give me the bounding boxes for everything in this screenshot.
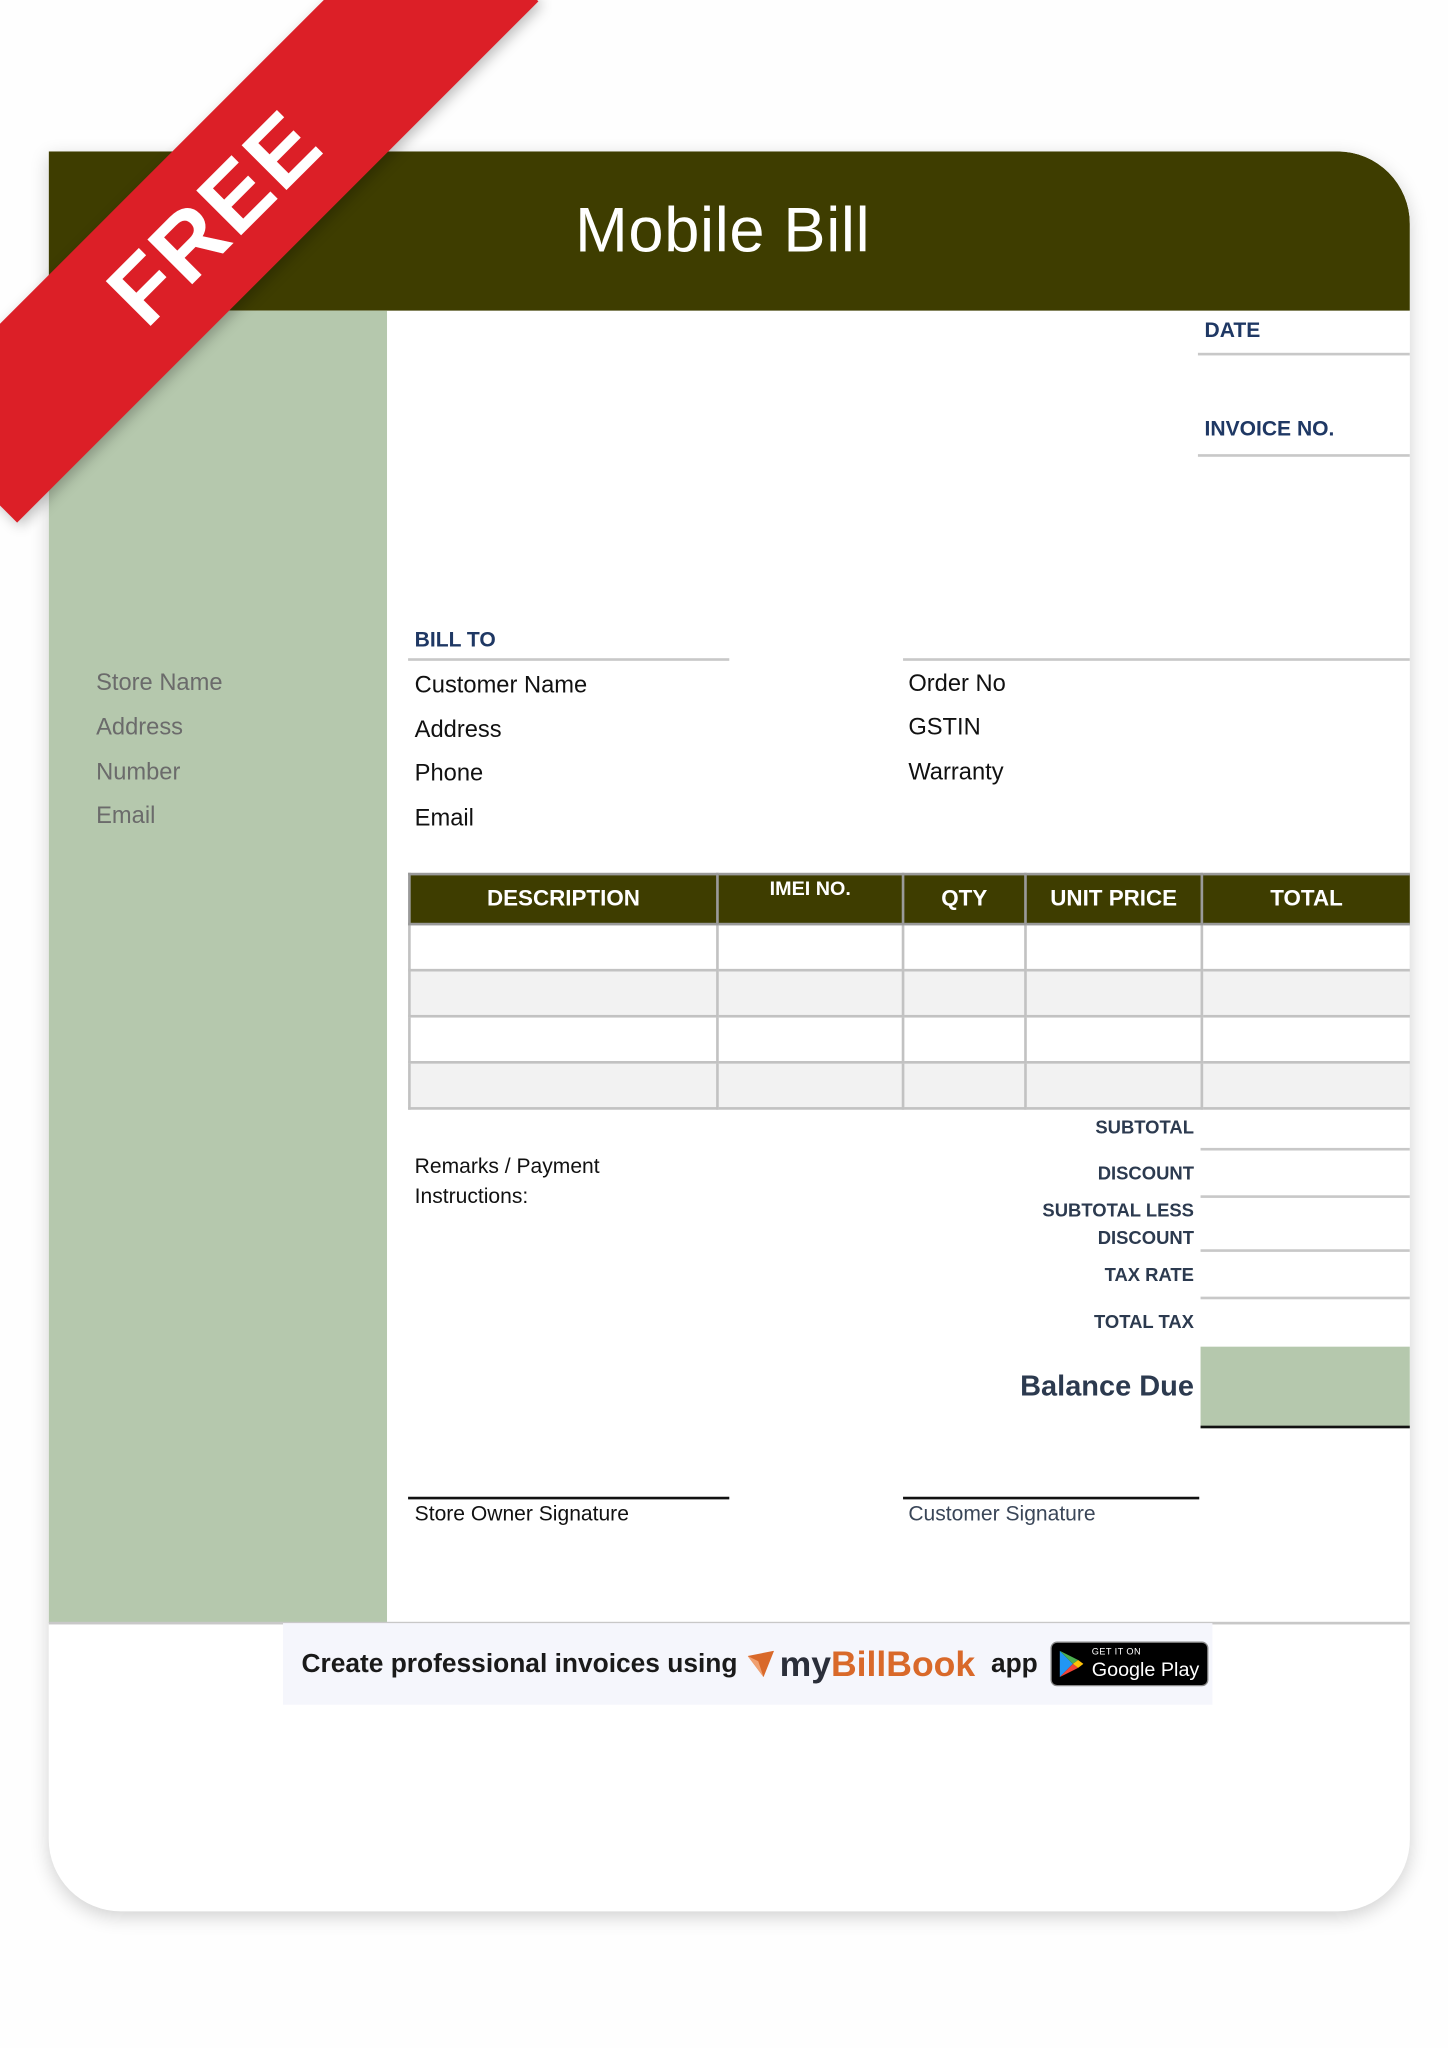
- free-ribbon: [0, 0, 553, 553]
- google-play-small-text: GET IT ON: [1091, 1648, 1142, 1658]
- date-field-line[interactable]: [1198, 353, 1410, 356]
- invoice-no-field-line[interactable]: [1198, 454, 1410, 457]
- cell-description[interactable]: [409, 1062, 717, 1108]
- store-name[interactable]: Store Name: [96, 668, 223, 696]
- customer-email[interactable]: Email: [414, 804, 474, 831]
- total-tax-label: TOTAL TAX: [1093, 1311, 1194, 1333]
- discount-label: DISCOUNT: [1097, 1162, 1194, 1184]
- customer-address[interactable]: Address: [414, 716, 502, 743]
- cell-imei[interactable]: [717, 924, 903, 970]
- cell-total[interactable]: [1202, 970, 1410, 1016]
- google-play-icon: [1060, 1651, 1084, 1677]
- ribbon-label: FREE: [87, 90, 342, 345]
- cell-total[interactable]: [1202, 1062, 1410, 1108]
- banner-text: Create professional invoices using: [301, 1648, 738, 1678]
- tax-rate-label: TAX RATE: [1104, 1263, 1194, 1285]
- cell-total[interactable]: [1202, 1016, 1410, 1062]
- table-row: [409, 1016, 1409, 1062]
- table-row: [409, 1062, 1409, 1108]
- column-header-imei: IMEI NO.: [717, 874, 903, 924]
- subtotal-field-line[interactable]: [1201, 1148, 1410, 1151]
- column-header-unit-price: UNIT PRICE: [1025, 874, 1201, 924]
- cell-imei[interactable]: [717, 1016, 903, 1062]
- items-table-header: [409, 874, 1409, 924]
- order-info-rule: [903, 658, 1410, 661]
- column-header-total: TOTAL: [1202, 874, 1410, 924]
- cell-qty[interactable]: [903, 1016, 1025, 1062]
- store-owner-signature-label: Store Owner Signature: [414, 1503, 629, 1526]
- customer-signature-line[interactable]: [903, 1497, 1199, 1500]
- store-owner-signature-line[interactable]: [408, 1497, 729, 1500]
- subtotal-label: SUBTOTAL: [1095, 1116, 1194, 1138]
- remarks-label: Remarks / Payment Instructions:: [414, 1155, 600, 1209]
- subtotal-less-discount-label-2: DISCOUNT: [1097, 1226, 1194, 1248]
- cell-unit-price[interactable]: [1025, 1016, 1201, 1062]
- column-header-description: DESCRIPTION: [409, 874, 717, 924]
- customer-signature-label: Customer Signature: [908, 1503, 1096, 1526]
- cell-qty[interactable]: [903, 970, 1025, 1016]
- store-email[interactable]: Email: [96, 801, 156, 829]
- balance-due-label: Balance Due: [1020, 1369, 1194, 1402]
- mybillbook-logo-icon: [748, 1651, 774, 1677]
- store-address[interactable]: Address: [96, 713, 184, 740]
- cell-qty[interactable]: [903, 924, 1025, 970]
- cell-total[interactable]: [1202, 924, 1410, 970]
- cell-imei[interactable]: [717, 1062, 903, 1108]
- ribbon-band: [0, 0, 538, 523]
- date-label: DATE: [1204, 319, 1261, 343]
- cell-description[interactable]: [409, 1016, 717, 1062]
- customer-name[interactable]: Customer Name: [414, 671, 588, 698]
- promo-banner[interactable]: [283, 1623, 1212, 1705]
- brand-my: my: [779, 1643, 831, 1684]
- items-table: [408, 873, 1410, 1110]
- balance-due-field[interactable]: [1201, 1347, 1410, 1429]
- table-row: [409, 970, 1409, 1016]
- cell-description[interactable]: [409, 924, 717, 970]
- warranty[interactable]: Warranty: [908, 758, 1004, 785]
- bill-to-heading: BILL TO: [414, 629, 496, 652]
- cell-unit-price[interactable]: [1025, 924, 1201, 970]
- column-header-qty: QTY: [903, 874, 1025, 924]
- discount-field-line[interactable]: [1201, 1195, 1410, 1198]
- cell-unit-price[interactable]: [1025, 970, 1201, 1016]
- gstin[interactable]: GSTIN: [908, 713, 981, 740]
- brand-billbook: BillBook: [830, 1643, 976, 1684]
- order-no[interactable]: Order No: [908, 670, 1006, 697]
- store-number[interactable]: Number: [96, 758, 181, 785]
- cell-description[interactable]: [409, 970, 717, 1016]
- invoice-no-label: INVOICE NO.: [1204, 418, 1335, 441]
- page-title: Mobile Bill: [575, 196, 871, 266]
- google-play-badge[interactable]: [1051, 1642, 1209, 1687]
- banner-app: app: [990, 1648, 1038, 1678]
- customer-phone[interactable]: Phone: [414, 759, 484, 786]
- tax-rate-field-line[interactable]: [1201, 1297, 1410, 1300]
- cell-qty[interactable]: [903, 1062, 1025, 1108]
- table-row: [409, 924, 1409, 970]
- subtotal-less-discount-field-line[interactable]: [1201, 1249, 1410, 1252]
- cell-imei[interactable]: [717, 970, 903, 1016]
- google-play-big-text: Google Play: [1091, 1658, 1200, 1682]
- cell-unit-price[interactable]: [1025, 1062, 1201, 1108]
- subtotal-less-discount-label-1: SUBTOTAL LESS: [1042, 1199, 1194, 1221]
- bill-to-rule: [408, 658, 729, 661]
